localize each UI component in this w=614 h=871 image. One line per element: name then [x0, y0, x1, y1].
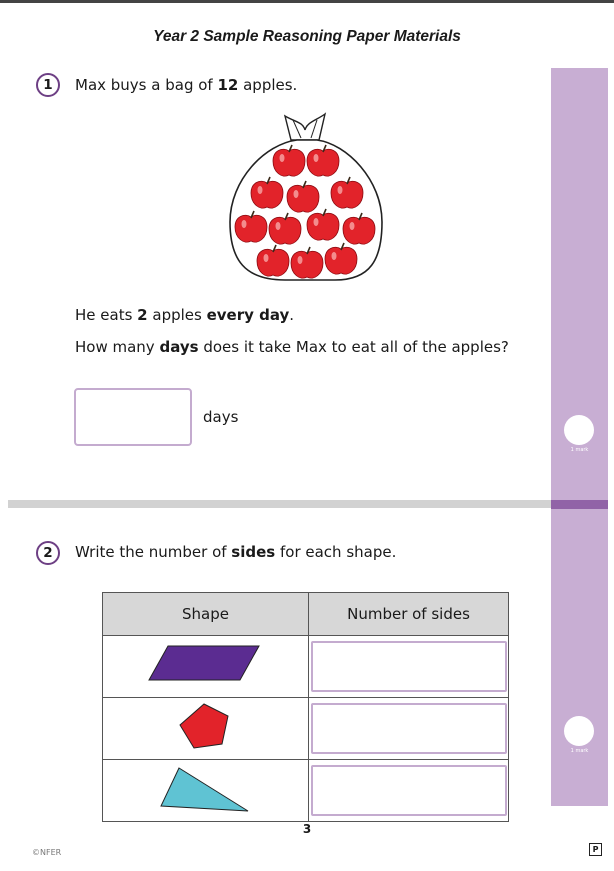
top-rule: [0, 0, 614, 3]
q1-line2-post: .: [289, 306, 295, 324]
column-header-sides: Number of sides: [309, 593, 509, 636]
apple-count: 12: [217, 76, 239, 94]
pentagon-shape: [180, 704, 228, 748]
triangle-shape: [161, 768, 248, 811]
bag-tie: [285, 114, 325, 140]
q2-sides-bold: sides: [231, 543, 276, 561]
question-1-line3: [75, 338, 509, 356]
sides-answer-box-2[interactable]: [311, 703, 507, 754]
shape-cell: [103, 636, 309, 698]
page-number: 3: [302, 822, 312, 836]
question-1-text: [75, 76, 297, 94]
answer-cell: [309, 636, 509, 698]
q2-mark-circle[interactable]: [564, 716, 594, 746]
shape-cell: [103, 698, 309, 760]
table-row: [103, 760, 509, 822]
margin-divider: [551, 500, 608, 509]
q1-every-day: every day: [206, 306, 290, 324]
triangle-icon: [103, 760, 305, 817]
q1-answer-unit: days: [203, 408, 239, 426]
shape-cell: [103, 760, 309, 822]
shapes-table: [102, 592, 509, 822]
q1-line2-mid: apples: [147, 306, 207, 324]
parallelogram-icon: [103, 636, 305, 693]
pentagon-icon: [103, 698, 305, 755]
table-row: [103, 636, 509, 698]
q1-line1-post: apples.: [238, 76, 298, 94]
sides-answer-box-3[interactable]: [311, 765, 507, 816]
q1-line3-pre: How many: [75, 338, 160, 356]
bag-of-apples-image: [225, 110, 385, 288]
paper-code: P: [589, 843, 602, 856]
answer-cell: [309, 760, 509, 822]
q1-line3-post: does it take Max to eat all of the apples?: [198, 338, 509, 356]
q1-line2-pre: He eats: [75, 306, 138, 324]
column-header-shape: Shape: [103, 593, 309, 636]
parallelogram-shape: [149, 646, 259, 680]
q1-answer-box[interactable]: [74, 388, 192, 446]
question-number-1: 1: [36, 73, 60, 97]
question-divider: [8, 500, 551, 508]
copyright: ©NFER: [32, 848, 62, 857]
apples-per-day: 2: [137, 306, 148, 324]
question-number-2: 2: [36, 541, 60, 565]
answer-cell: [309, 698, 509, 760]
table-row: [103, 698, 509, 760]
q1-mark-label: 1 mark: [570, 447, 589, 453]
q2-mark-label: 1 mark: [570, 748, 589, 754]
q1-days-bold: days: [159, 338, 199, 356]
q2-text-pre: Write the number of: [75, 543, 232, 561]
q1-mark-circle[interactable]: [564, 415, 594, 445]
table-header-row: [103, 593, 509, 636]
page-title: Year 2 Sample Reasoning Paper Materials: [153, 28, 461, 45]
question-2-text: [75, 543, 396, 561]
sides-answer-box-1[interactable]: [311, 641, 507, 692]
q1-line1-pre: Max buys a bag of: [75, 76, 218, 94]
question-1-line2: [75, 306, 294, 324]
q2-text-post: for each shape.: [275, 543, 397, 561]
